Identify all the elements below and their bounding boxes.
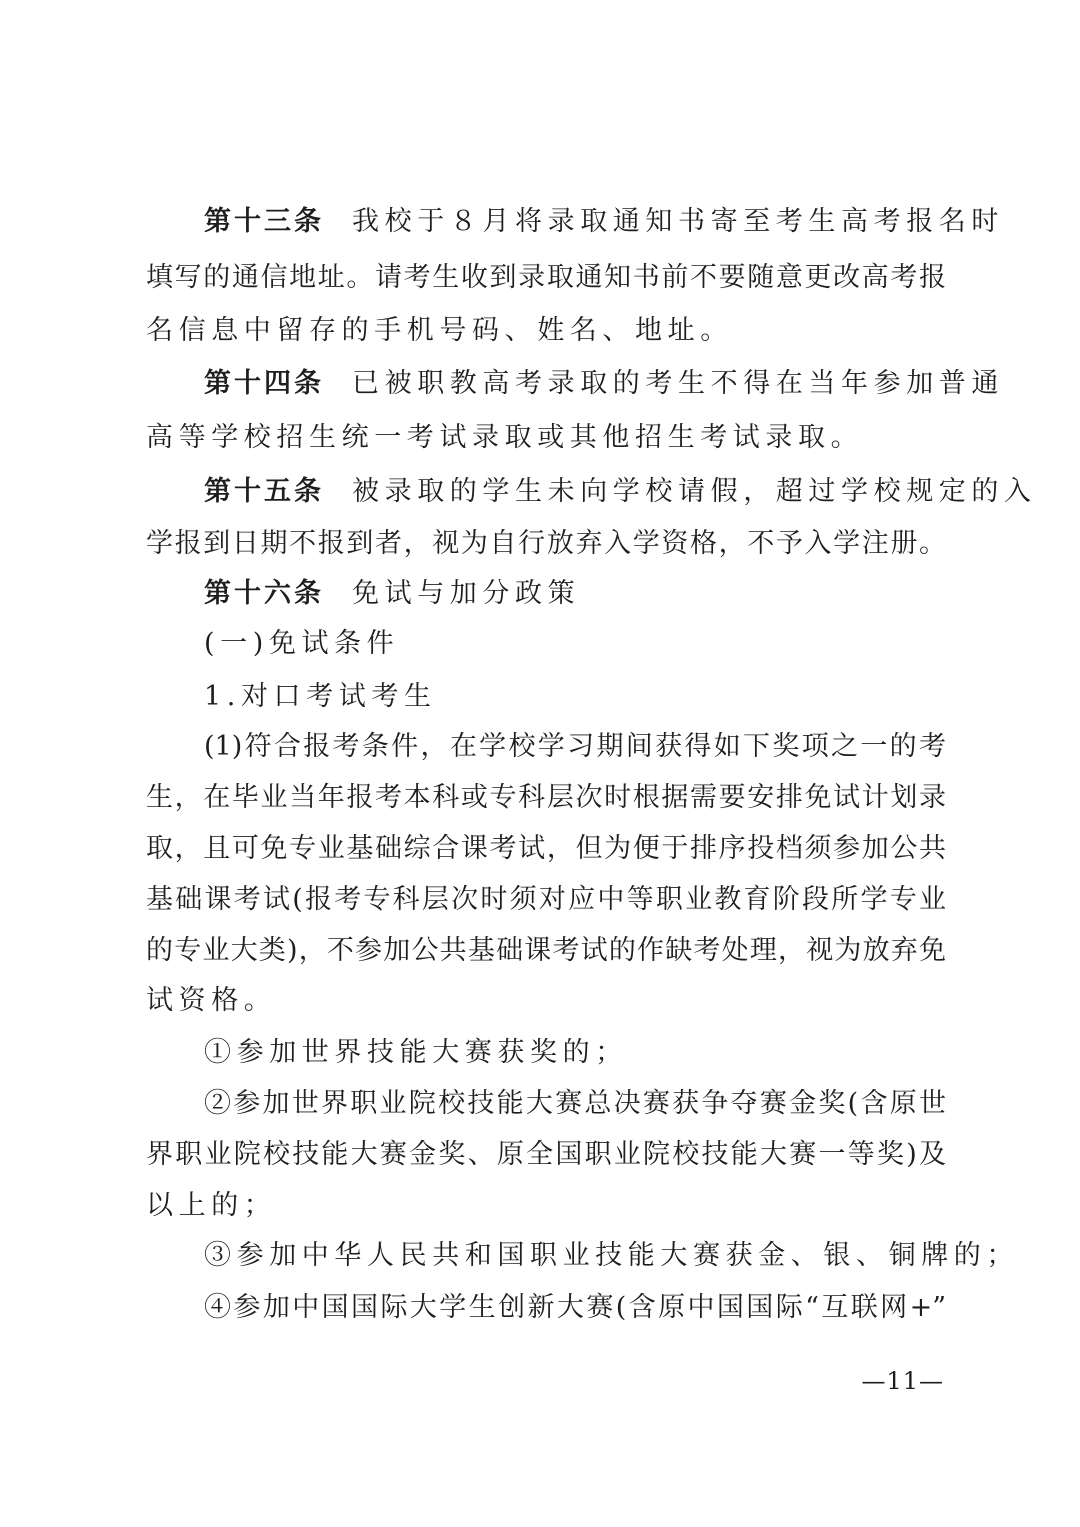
article-14-text: 已被职教高考录取的考生不得在当年参加普通 xyxy=(352,368,1004,399)
para-1-line-1: (1)符合报考条件，在学校学习期间获得如下奖项之一的考 xyxy=(204,731,946,762)
article-13-text: 我校于８月将录取通知书寄至考生高考报名时 xyxy=(352,206,1004,237)
item-3: ③参加中华人民共和国职业技能大赛获金、银、铜牌的； xyxy=(204,1240,1019,1271)
para-1-line-5: 的专业大类)，不参加公共基础课考试的作缺考处理，视为放弃免 xyxy=(146,935,946,966)
section-heading: (一)免试条件 xyxy=(204,628,400,659)
item-4-line-1: ④参加中国国际大学生创新大赛(含原中国国际“互联网+” xyxy=(204,1292,946,1323)
page-number: —11— xyxy=(861,1367,944,1395)
article-16-label: 第十六条 xyxy=(204,578,324,609)
article-13-line-3: 名信息中留存的手机号码、姓名、地址。 xyxy=(146,315,733,346)
article-14-label: 第十四条 xyxy=(204,368,324,399)
article-16-text: 免试与加分政策 xyxy=(352,578,581,609)
subsection-heading: 1.对口考试考生 xyxy=(204,681,437,712)
para-1-line-4: 基础课考试(报考专科层次时须对应中等职业教育阶段所学专业 xyxy=(146,884,946,915)
article-14-line-2: 高等学校招生统一考试录取或其他招生考试录取。 xyxy=(146,422,864,453)
item-1: ①参加世界技能大赛获奖的； xyxy=(204,1037,628,1068)
article-15-line-1 xyxy=(204,474,1037,510)
article-13-line-2: 填写的通信地址。请考生收到录取通知书前不要随意更改高考报 xyxy=(146,262,946,293)
article-13-label: 第十三条 xyxy=(204,206,324,237)
article-15-text: 被录取的学生未向学校请假，超过学校规定的入 xyxy=(352,476,1037,507)
article-15-label: 第十五条 xyxy=(204,476,324,507)
item-2-line-2: 界职业院校技能大赛金奖、原全国职业院校技能大赛一等奖)及 xyxy=(146,1139,946,1170)
article-13-line-1 xyxy=(204,204,1004,240)
article-14-line-1 xyxy=(204,366,1004,402)
item-2-line-1: ②参加世界职业院校技能大赛总决赛获争夺赛金奖(含原世 xyxy=(204,1088,946,1119)
para-1-line-2: 生，在毕业当年报考本科或专科层次时根据需要安排免试计划录 xyxy=(146,782,946,813)
para-1-line-6: 试资格。 xyxy=(146,985,277,1016)
para-1-line-3: 取，且可免专业基础综合课考试，但为便于排序投档须参加公共 xyxy=(146,833,946,864)
article-15-line-2: 学报到日期不报到者，视为自行放弃入学资格，不予入学注册。 xyxy=(146,528,946,559)
article-16-line-1 xyxy=(204,576,946,612)
item-2-line-3: 以上的； xyxy=(146,1190,277,1221)
